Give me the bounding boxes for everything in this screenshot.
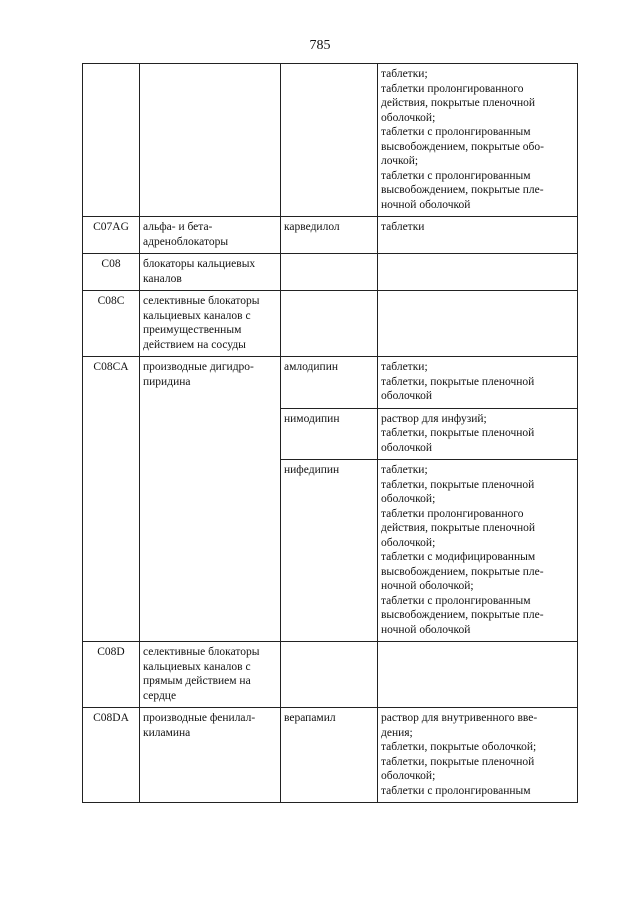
drug-cell [281,254,378,291]
group-line: селективные блокаторы [143,295,260,307]
form-line: таблетки с пролонгированным [381,594,531,607]
form-line: высвобождением, покрытые пле- [381,609,544,621]
drug-cell: верапамил [281,708,378,803]
table-row [83,254,578,291]
form-line: действия, покрытые пленочной [381,97,536,109]
atc-code-cell: C08D [83,642,140,708]
form-line: оболочкой; [381,493,436,505]
drug-cell [281,64,378,217]
forms-cell [378,408,578,460]
drug-cell: амлодипин [281,357,378,409]
page-number: 785 [309,38,331,53]
group-line: прямым действием на [143,675,251,687]
forms-cell [378,291,578,357]
form-line: высвобождением, покрытые пле- [381,565,544,578]
drug-cell: нифедипин [281,460,378,642]
atc-code-cell [83,64,140,217]
form-line: таблетки [381,221,425,233]
group-cell [140,254,281,291]
group-line: селективные блокаторы [143,646,260,658]
group-line: действием на сосуды [143,338,246,351]
atc-code-cell: C08C [83,291,140,357]
drug-table [82,63,578,803]
group-line: кальциевых каналов с [143,660,251,673]
form-line: раствор для инфузий; [381,412,487,425]
form-line: таблетки пролонгированного [381,507,524,520]
drug-cell [281,642,378,708]
form-line: таблетки, покрытые пленочной [381,427,535,439]
group-line: альфа- и бета- [143,221,213,233]
form-line: оболочкой [381,390,433,402]
forms-cell [378,64,578,217]
form-line: действия, покрытые пленочной [381,522,536,534]
group-cell [140,708,281,803]
form-line: оболочкой [381,441,433,454]
group-line: киламина [143,726,191,739]
group-cell [140,357,281,642]
form-line: таблетки, покрытые пленочной [381,375,535,388]
forms-cell [378,460,578,642]
form-line: таблетки с пролонгированным [381,784,531,797]
form-line: таблетки; [381,464,428,476]
table-row [83,642,578,708]
table-row [83,357,578,409]
table-row [83,64,578,217]
form-line: таблетки; [381,361,428,373]
group-cell [140,642,281,708]
group-cell [140,64,281,217]
form-line: ночной оболочкой; [381,580,474,592]
group-line: каналов [143,272,182,285]
group-line: кальциевых каналов с [143,309,251,322]
group-line: производные фенилал- [143,712,256,724]
forms-cell [378,357,578,409]
table-row [83,217,578,254]
forms-cell [378,642,578,708]
form-line: таблетки, покрытые пленочной [381,755,535,768]
form-line: таблетки, покрытые оболочкой; [381,741,537,753]
forms-cell [378,217,578,254]
table-row [83,291,578,357]
form-line: дения; [381,726,413,739]
form-line: раствор для внутривенного вве- [381,712,538,724]
form-line: высвобождением, покрытые пле- [381,184,544,196]
form-line: высвобождением, покрытые обо- [381,140,544,153]
form-line: оболочкой; [381,770,436,782]
form-line: ночной оболочкой [381,198,471,211]
group-line: преимущественным [143,324,242,336]
group-cell [140,217,281,254]
atc-code-cell: C07AG [83,217,140,254]
forms-cell [378,254,578,291]
form-line: таблетки с пролонгированным [381,126,531,138]
form-line: оболочкой; [381,536,436,549]
atc-code-cell: C08 [83,254,140,291]
form-line: таблетки, покрытые пленочной [381,478,535,491]
form-line: ночной оболочкой [381,623,471,636]
table-row [83,708,578,803]
group-line: блокаторы кальциевых [143,258,256,270]
form-line: таблетки; [381,68,428,80]
group-line: производные дигидро- [143,361,254,373]
drug-cell [281,291,378,357]
drug-cell: нимодипин [281,408,378,460]
atc-code-cell: C08DA [83,708,140,803]
group-line: сердце [143,689,177,702]
form-line: оболочкой; [381,111,436,124]
atc-code-cell: C08CA [83,357,140,642]
group-line: адреноблокаторы [143,235,229,248]
group-line: пиридина [143,375,191,388]
forms-cell [378,708,578,803]
form-line: лочкой; [381,155,419,167]
form-line: таблетки с модифицированным [381,551,536,563]
form-line: таблетки с пролонгированным [381,169,531,182]
drug-cell: карведилол [281,217,378,254]
form-line: таблетки пролонгированного [381,82,524,95]
group-cell [140,291,281,357]
